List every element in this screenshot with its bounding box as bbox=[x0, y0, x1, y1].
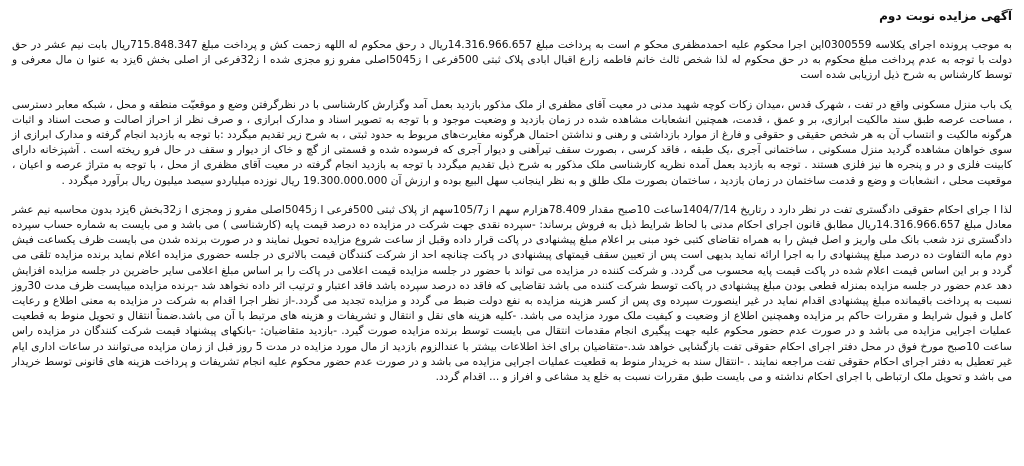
property-appraisal-paragraph: یک باب منزل مسکونی واقع در تفت ، شهرک قدس ،میدان زکات کوچه شهید مدنی در معیت آقای مظفری از ملک مذکور بازدید بعمل آمد وگزارش کارشناسی با در نظرگرفتن وضع و موقعیّت منطقه و محل ، شبکه معابر دسترسی ، مساحت عرصه طبق سند مالکیت ابرازی، بر و عمق ، قدمت، همچنین انشعابات مشاهده شده در زمان بازدید و وضعیت موجود و با توجه به تصویر اسناد و مدارک ابرازی ، و صرف نظر از احراز اصالت و صحت اسناد و اثبات هرگونه مالکیت و انتساب آن به هر شخص حقیقی و حقوقی و فارغ از موارد بازداشتی و رهنی و نداشتن احتمال هرگونه مغایرت‌های مربوط به حدود ثبتی ، به شرح زیر تقدیم میگردد :با توجه به بازدید انجام گرفته و مدارک ابرازی از سوی خواهان مشاهده گردید منزل مسکونی ، ساختمانی آجری ،یک طبقه ، فاقد کرسی ، بصورت سقف تیرآهنی و دیوار آجری که فرسوده شده و قسمتی از گچ و خاک از دیوار و سقف در حال فرو ریخته است . آشپزخانه دارای کابینت فلزی و در و پنجره ها نیز فلزی هستند . توجه به بازدید بعمل آمده نظریه کارشناسی ملک مذکور به شرح ذیل تقدیم میگردد با توجه به بازدید انجام گرفته در معیت آقای مظفری از محل ، با توجه به متراژ عرصه و اعیان ، موقعیت محلی ، انشعابات و وضع و قدمت ساختمان در زمان بازدید ، ساختمان بصورت ملک طلق و به نظر اینجانب سهل البیع بوده و ارزش آن 19.300.000.000 ریال نوزده میلیاردو سیصد میلیون ریال برآورد میگردد . bbox=[12, 98, 1012, 187]
auction-terms-paragraph: لذا ا جرای احکام حقوقی دادگستری تفت در نظر دارد د رتاریخ 1404/7/14ساعت 10صبح مقدار 78.409هزارم سهم ا ز105/7سهم از پلاک ثبتی 500فرعی ا ز5045اصلی مفرو ز ومجزی ا ز32بخش 6یزد بدون محاسبه نیم عشر معادل مبلغ 14.316.966.657ریال مطابق قانون اجرای احکام مدنی با لحاظ شرایط ذیل به فروش برساند: -سپرده نقدی جهت شرکت در مزایده ده درصد قیمت پایه (کارشناسی ) می باشد و می بایست به شماره حساب سپرده دادگستری نزد شعب بانک ملی واریز و اصل فیش را به همراه تقاضای کتبی خود مبنی بر اعلام مبلغ پیشنهادی در پاکت قرار داده وقبل از ساعت شروع مزایده تحویل نمایند و در صورت برنده شدن می بایست ظرف یکساعت فیش دوم مابه التفاوت ده درصد مبلغ پیشنهادی را به اجرا ارائه نماید بدیهی است پس از تعیین سقف قیمتهای پیشنهادی در پاکت چنانچه احد از شرکت کنندگان قیمت بالاتری در جلسه حضوری مزایده اعلام نماید برنده مزایده تلقی می گردد و بر این اساس قیمت اعلام شده در پاکت قیمت پایه محسوب می گردد. و شرکت کننده در مزایده می تواند با حضور در جلسه مزایده قیمت اعلامی در پاکت را بر اساس مبلغ اعلامی سایر حاضرین در جلسه مزایده افزایش دهد عدم حضور در جلسه مزایده بمنزله قطعی بودن مبلغ پیشنهادی در پاکت توسط شرکت کننده می باشد تقاضایی که فاقد ده درصد سپرده باشد فاقد اعتبار و ترتیب اثر داده نخواهد شد -برنده مزایده میبایست ظرف مدت 30روز نسبت به پرداخت باقیمانده مبلغ پیشنهادی اقدام نماید در غیر اینصورت سپرده وی پس از کسر هزینه مزایده به نفع دولت ضبط می گردد و مزایده تجدید می گردد.-از نظر اجرا اقدام به شرکت در مزایده به معنی اطلاع و رعایت کامل و قبول شرایط و مقررات حاکم بر مزایده وهمچنین اطلاع از وضعیت و کیفیت ملک مورد مزایده می باشد. -کلیه هزینه های نقل و انتقال و تشریفات و هزینه های مرتبط با آن می باشد.ضمناً انتقال و تحویل منوط به قطعیت عملیات اجرایی مزایده می باشد و در صورت عدم حضور محکوم علیه جهت پیگیری انجام مقدمات انتقال می بایست توسط برنده مزایده صورت گیرد. -بازدید متقاضیان: -بانکهای پیشنهاد قیمت شرکت کنندگان در مزایده راس ساعت 10صبح مورخ فوق در محل دفتر اجرای احکام حقوقی تفت بازگشایی خواهد شد.-متقاضیان برای اخذ اطلاعات بیشتر با عندالزوم بازدید از مال مورد مزایده در مدت 5 روز قبل از زمان مزایده می‌توانند در ساعات اداری ایام غیر تعطیل به دفتر اجرای احکام حقوقی تفت مراجعه نمایند . -انتقال سند به خریدار منوط به قطعیت عملیات اجرایی مزایده می باشد و در صورت عدم حضور محکوم علیه انجام تشریفات و پرداخت هزینه های قانونی توسط خریدار می باشد و تحویل ملک ارتباطی با اجرای احکام نداشته و می بایست طبق مقررات نسبت به خلع ید مشاعی و افراز و ... اقدام گردد. bbox=[12, 203, 1013, 384]
notice-title: آگهی مزایده نوبت دوم bbox=[879, 9, 1012, 23]
case-summary-paragraph: به موجب پرونده اجرای یکلاسه 0300559این اجرا محکوم علیه احمدمظفری محکو م است به پرداخت مبلغ 14.316.966.657ریال د رحق محکوم له اللهه زحمت کش و پرداخت مبلغ 715.848.347ریال بابت نیم عشر در حق دولت با توجه به عدم پرداخت مبلغ محکوم به در حق محکوم له لذا شخص ثالث خانم فاطمه زارع اقبال ابادی پلاک ثبتی 500فرعی ا ز5045اصلی مفرو زو مجزی شده ا ز32فرعی از اصلی بخش 6یزد به عنوا ن مال معرفی و توسط کارشناس به شرح ذیل ارزیابی شده است bbox=[12, 39, 1013, 82]
